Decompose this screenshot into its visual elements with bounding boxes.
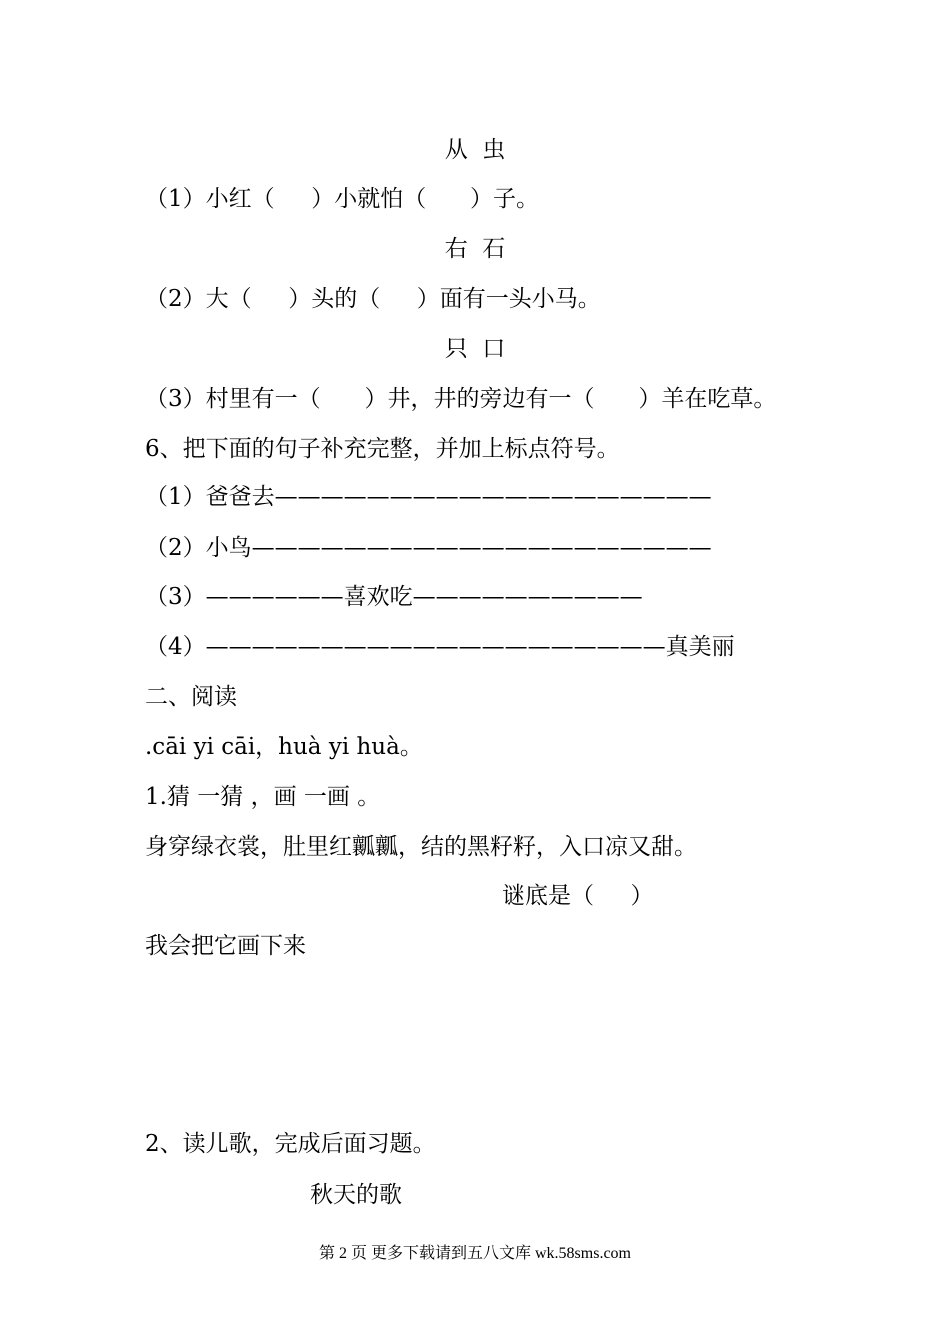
poem-title: 秋天的歌 [310, 1182, 402, 1208]
fill-blank-2: （2）大（ ）头的（ ）面有一头小马。 [145, 286, 601, 312]
fill-blank-1: （1）小红（ ）小就怕（ ）子。 [145, 186, 540, 212]
riddle-heading: 1.猜 一猜 ，画 一画 。 [145, 784, 381, 810]
question-2-heading: 2、读儿歌，完成后面习题。 [145, 1131, 436, 1157]
riddle-text: 身穿绿衣裳，肚里红瓤瓤，结的黑籽籽，入口凉又甜。 [145, 834, 697, 860]
sentence-item-3: （3）——————喜欢吃—————————— [145, 584, 643, 610]
page-footer: 第 2 页 更多下载请到五八文库 wk.58sms.com [318, 1245, 631, 1262]
word-choice-2: 右 石 [444, 236, 506, 262]
section-reading-heading: 二、阅读 [145, 684, 237, 710]
sentence-item-4: （4）————————————————————真美丽 [145, 634, 735, 660]
word-choice-3: 只 口 [444, 336, 506, 362]
pinyin-line: .cāi yi cāi，huà yi huà。 [145, 734, 423, 760]
fill-blank-3: （3）村里有一（ ）井，井的旁边有一（ ）羊在吃草。 [145, 386, 777, 412]
sentence-item-1: （1）爸爸去——————————————————— [145, 484, 712, 510]
sentence-item-2: （2）小鸟———————————————————— [145, 535, 712, 561]
draw-instruction: 我会把它画下来 [145, 933, 306, 959]
question-6-heading: 6、把下面的句子补充完整，并加上标点符号。 [145, 436, 620, 462]
riddle-answer: 谜底是（ ） [502, 883, 654, 909]
word-choice-1: 从 虫 [444, 137, 506, 163]
